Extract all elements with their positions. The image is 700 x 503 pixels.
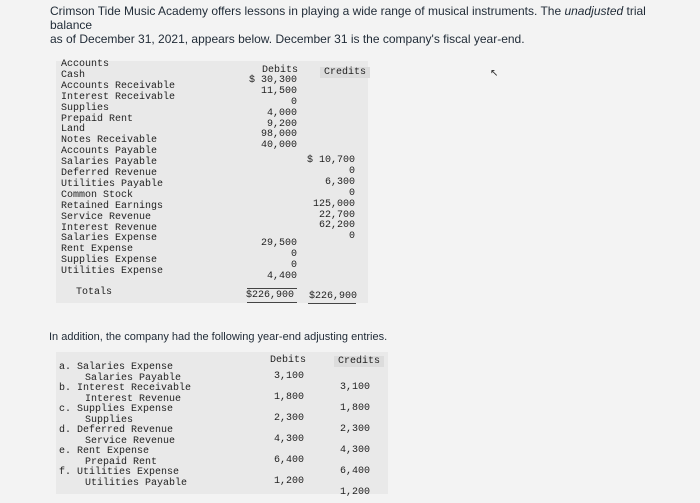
adjusting-credit-value: 4,300 xyxy=(339,445,370,456)
problem-intro xyxy=(50,4,690,46)
adjusting-credit-account: Interest Revenue xyxy=(85,393,182,405)
debit-value: 40,000 xyxy=(260,140,297,152)
debit-value: 9,200 xyxy=(266,118,297,130)
adjusting-debit-value: 2,300 xyxy=(273,413,304,424)
credit-value: 62,200 xyxy=(318,220,355,232)
account-row: Interest Revenue xyxy=(61,222,158,234)
credit-value: 0 xyxy=(348,187,355,199)
adjusting-credits-column xyxy=(336,377,370,503)
mouse-cursor-icon: ↖ xyxy=(490,68,499,79)
account-row: Salaries Payable xyxy=(61,157,158,169)
intro-emphasis: unadjusted xyxy=(564,4,624,18)
account-row: Supplies Expense xyxy=(61,255,158,267)
adjusting-credit-account: Supplies xyxy=(85,414,134,426)
credit-value: 6,300 xyxy=(324,176,355,188)
adjusting-debit-account: d. Deferred Revenue xyxy=(59,425,174,436)
account-row: Salaries Expense xyxy=(61,233,158,245)
account-row: Utilities Expense xyxy=(61,266,164,278)
account-row: Cash xyxy=(61,69,86,81)
adjusting-credit-account: Service Revenue xyxy=(85,435,176,447)
account-row: Retained Earnings xyxy=(61,200,164,212)
account-row: Deferred Revenue xyxy=(61,168,158,180)
debit-value: 98,000 xyxy=(260,129,297,141)
adjusting-debit-account: e. Rent Expense xyxy=(59,446,150,457)
adjusting-debits-header: Debits xyxy=(270,355,307,366)
account-row: Notes Receivable xyxy=(61,135,158,147)
debits-column xyxy=(243,65,297,283)
adjusting-credit-value: 3,100 xyxy=(339,382,370,393)
debit-value: 11,500 xyxy=(260,85,297,97)
adjusting-credit-account: Utilities Payable xyxy=(85,477,188,489)
account-row: Prepaid Rent xyxy=(61,113,134,125)
credits-header: Credits xyxy=(320,67,370,78)
adjusting-debit-account: c. Supplies Expense xyxy=(59,404,174,415)
adjusting-accounts xyxy=(59,363,191,489)
debits-total-underline xyxy=(247,302,297,303)
account-row: Land xyxy=(61,124,86,136)
credit-value: 0 xyxy=(348,165,355,177)
adjusting-debit-value: 1,200 xyxy=(273,476,304,487)
adjusting-debit-account: f. Utilities Expense xyxy=(59,467,180,478)
credit-value: 22,700 xyxy=(318,209,355,221)
credit-value: 125,000 xyxy=(312,198,355,210)
intro-line1-a: Crimson Tide Music Academy offers lessons in playing a wide range of musical instruments. The xyxy=(50,4,565,18)
account-row: Rent Expense xyxy=(61,244,134,256)
adjusting-debit-account: a. Salaries Expense xyxy=(59,362,174,373)
debit-value: 0 xyxy=(290,260,297,272)
account-row: Utilities Payable xyxy=(61,178,164,190)
credit-value: $ 10,700 xyxy=(306,155,355,166)
account-row: Common Stock xyxy=(61,189,134,201)
account-row: Accounts Receivable xyxy=(61,80,176,92)
account-row: Service Revenue xyxy=(61,211,152,223)
adjusting-intro: In addition, the company had the following year-end adjusting entries. xyxy=(49,331,388,343)
debits-header: Debits xyxy=(262,65,299,76)
adjusting-credits-header: Credits xyxy=(334,356,384,367)
totals-label: Totals xyxy=(76,287,113,298)
adjusting-debit-value: 4,300 xyxy=(273,434,304,445)
credit-value: 0 xyxy=(348,231,355,243)
account-row: Interest Receivable xyxy=(61,91,176,103)
debit-value: 4,000 xyxy=(266,107,297,119)
adjusting-debit-value: 3,100 xyxy=(273,371,304,382)
adjusting-debit-account: b. Interest Receivable xyxy=(59,383,192,394)
intro-line2: as of December 31, 2021, appears below. December 31 is the company's fiscal year-end. xyxy=(50,32,525,46)
adjusting-credit-account: Salaries Payable xyxy=(85,372,182,384)
debit-value: 29,500 xyxy=(260,238,297,250)
account-row: Accounts Payable xyxy=(61,146,158,158)
intro-line1-b: trial balance xyxy=(50,4,646,32)
total-credits: $226,900 xyxy=(309,291,358,302)
debits-underline xyxy=(247,288,297,289)
adjusting-credit-value: 6,400 xyxy=(339,466,370,477)
debit-value: 0 xyxy=(290,96,297,108)
adjusting-credit-value: 1,800 xyxy=(339,403,370,414)
debit-value: 0 xyxy=(290,249,297,261)
accounts-header: Accounts xyxy=(61,59,110,70)
total-debits: $226,900 xyxy=(246,290,295,301)
credits-total-underline xyxy=(308,303,356,304)
adjusting-debit-value: 6,400 xyxy=(273,455,304,466)
adjusting-debit-value: 1,800 xyxy=(273,392,304,403)
trial-balance-accounts xyxy=(61,60,175,278)
adjusting-credit-account: Prepaid Rent xyxy=(85,456,158,468)
debit-value: 4,400 xyxy=(266,271,297,283)
debit-value: $ 30,300 xyxy=(248,74,297,86)
adjusting-credit-value: 1,200 xyxy=(339,487,370,498)
adjusting-credit-value: 2,300 xyxy=(339,424,370,435)
adjusting-debits-column xyxy=(272,366,304,492)
account-row: Supplies xyxy=(61,102,110,114)
credits-column xyxy=(305,156,355,243)
